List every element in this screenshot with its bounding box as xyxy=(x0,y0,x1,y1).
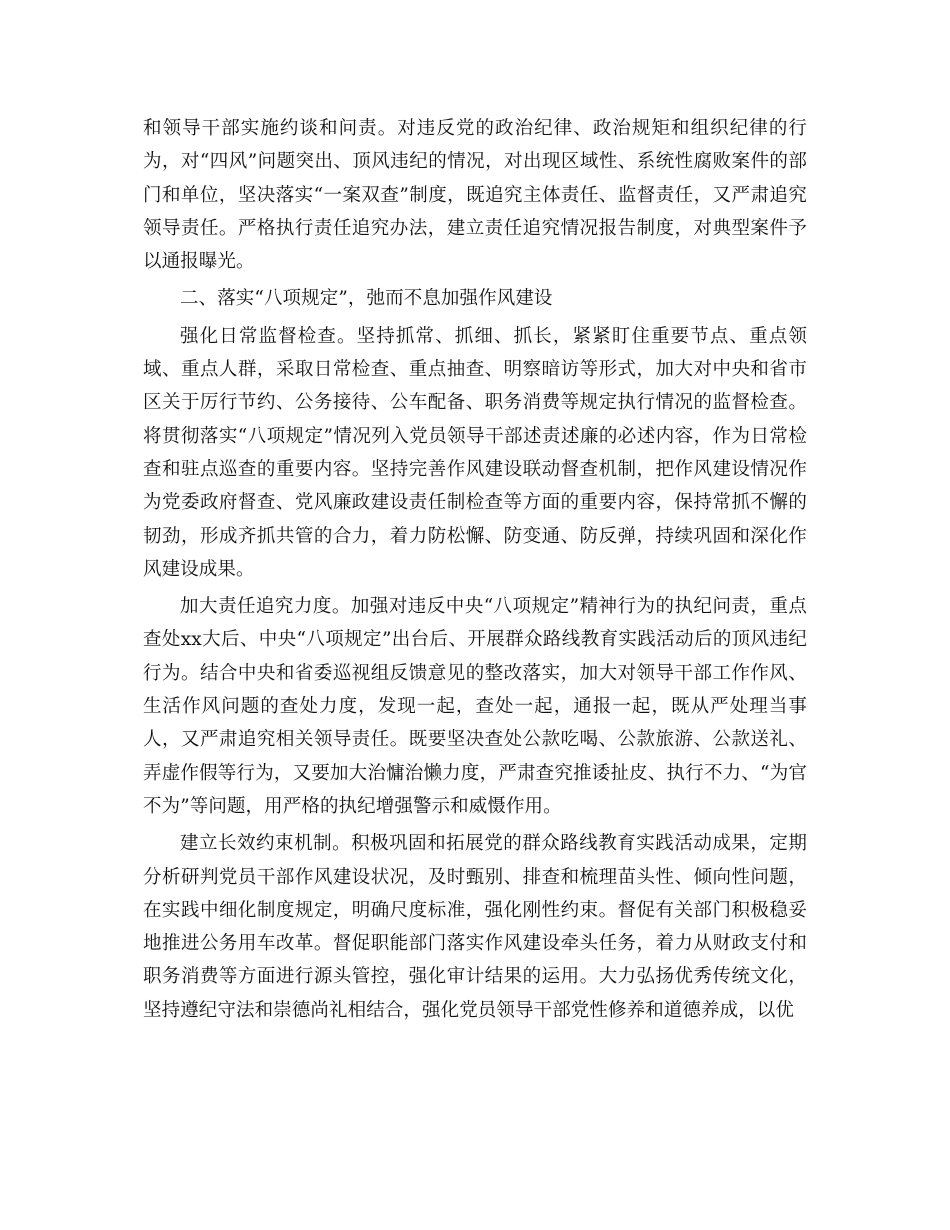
document-body xyxy=(143,112,807,1031)
section-heading-eight-regulations: 二、落实“八项规定”，弛而不息加强作风建设 xyxy=(180,288,553,310)
paragraph-daily-supervision: 强化日常监督检查。坚持抓常、抓细、抓长，紧紧盯住重要节点、重点领域、重点人群，采取日常检查、重点抽查、明察暗访等形式，加大对中央和省市区关于厉行节约、公务接待、公车配备、职务消费等规定执行情况的监督检查。将贯彻落实“八项规定”情况列入党员领导干部述责述廉的必述内容，作为日常检查和驻点巡查的重要内容。坚持完善作风建设联动督查机制，把作风建设情况作为党委政府督查、党风廉政建设责任制检查等方面的重要内容，保持常抓不懈的韧劲，形成齐抓共管的合力，着力防松懈、防变通、防反弹，持续巩固和深化作风建设成果。 xyxy=(143,325,807,580)
paragraph-long-term-mechanism: 建立长效约束机制。积极巩固和拓展党的群众路线教育实践活动成果，定期分析研判党员干部作风建设状况，及时甄别、排查和梳理苗头性、倾向性问题，在实践中细化制度规定，明确尺度标准，强化刚性约束。督促有关部门积极稳妥地推进公务用车改革。督促职能部门落实作风建设牵头任务，着力从财政支付和职务消费等方面进行源头管控，强化审计结果的运用。大力弘扬优秀传统文化，坚持遵纪守法和崇德尚礼相结合，强化党员领导干部党性修养和道德养成，以优 xyxy=(143,833,807,1021)
paragraph-accountability-continued: 和领导干部实施约谈和问责。对违反党的政治纪律、政治规矩和组织纪律的行为，对“四风”问题突出、顶风违纪的情况，对出现区域性、系统性腐败案件的部门和单位，坚决落实“一案双查”制度，既追究主体责任、监督责任，又严肃追究领导责任。严格执行责任追究办法，建立责任追究情况报告制度，对典型案件予以通报曝光。 xyxy=(143,118,807,273)
paragraph-accountability-intensify: 加大责任追究力度。加强对违反中央“八项规定”精神行为的执纪问责，重点查处xx大后、中央“八项规定”出台后、开展群众路线教育实践活动后的顶风违纪行为。结合中央和省委巡视组反馈意见的整改落实，加大对领导干部工作作风、生活作风问题的查处力度，发现一起，查处一起，通报一起，既从严处理当事人，又严肃追究相关领导责任。既要坚决查处公款吃喝、公款旅游、公款送礼、弄虚作假等行为，又要加大治慵治懒力度，严肃查究推诿扯皮、执行不力、“为官不为”等问题，用严格的执纪增强警示和威慑作用。 xyxy=(143,596,807,817)
